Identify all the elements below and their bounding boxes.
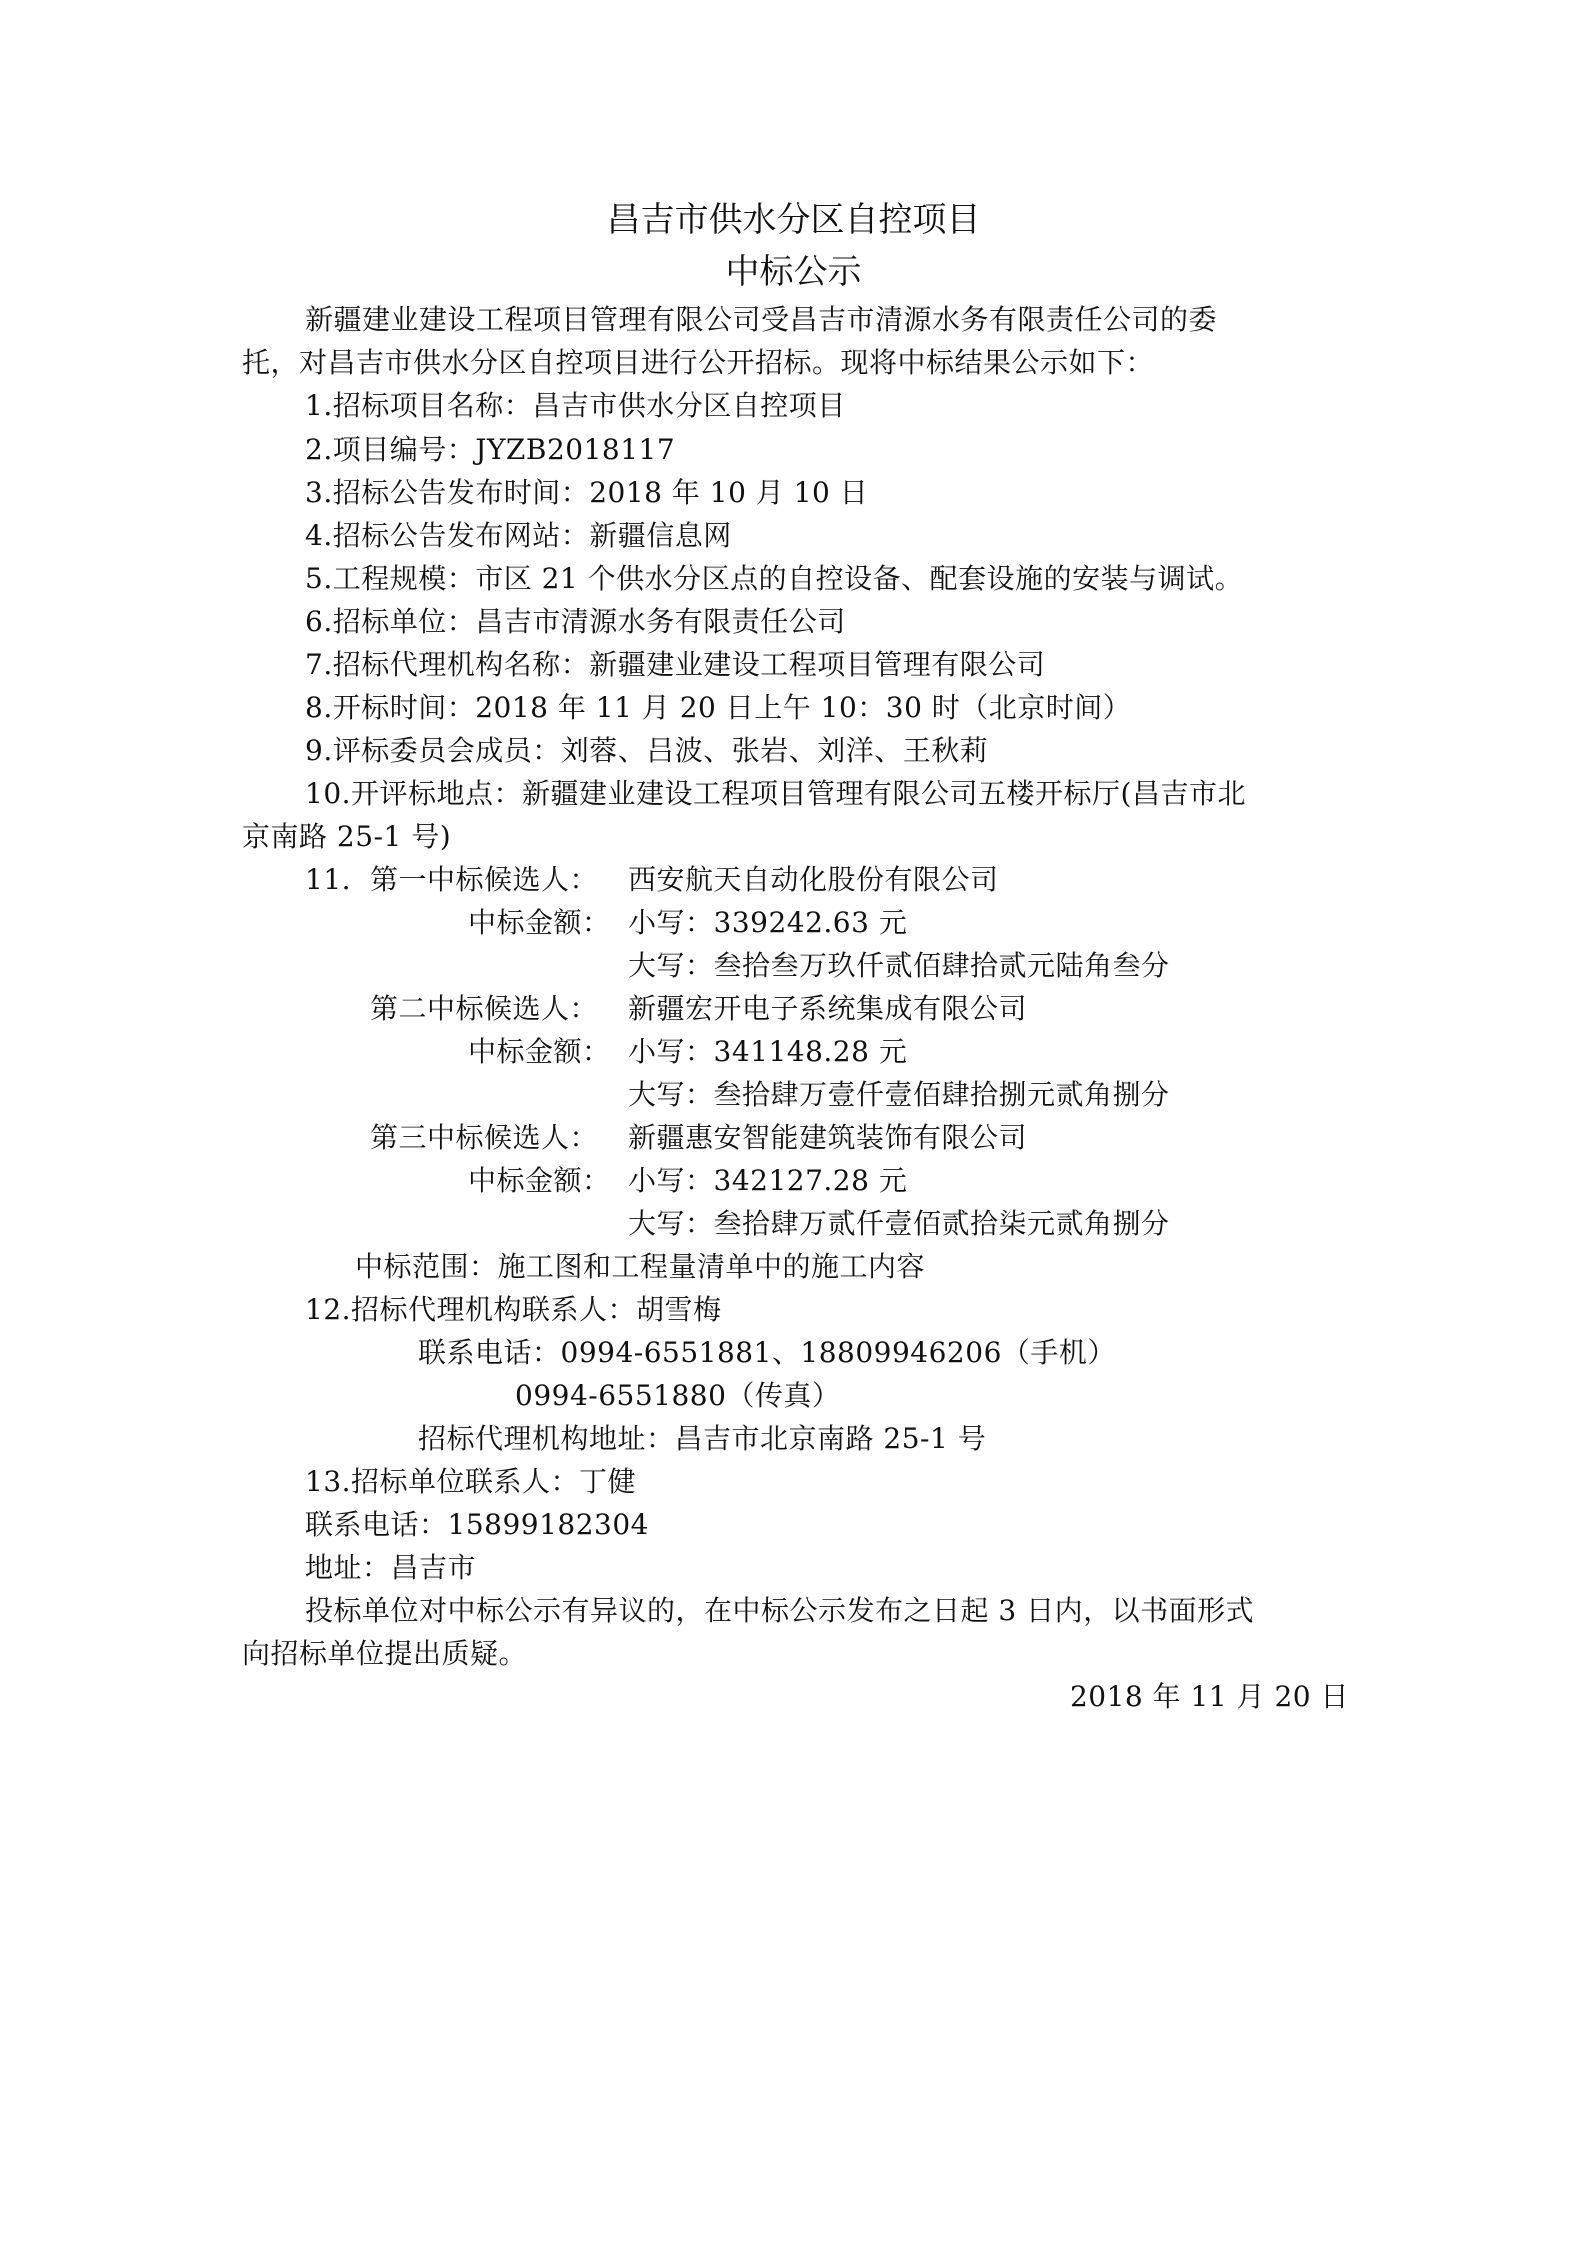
item-11-prefix: 11. (305, 863, 352, 896)
item-2: 2.项目编号：JYZB2018117 (305, 433, 676, 466)
second-amount-label: 中标金额： (468, 1035, 611, 1068)
document-subtitle: 中标公示 (725, 252, 862, 292)
intro-line-1: 新疆建业建设工程项目管理有限公司受昌吉市清源水务有限责任公司的委 (305, 303, 1218, 336)
agent-address: 招标代理机构地址：昌吉市北京南路 25-1 号 (418, 1422, 987, 1455)
item-5: 5.工程规模：市区 21 个供水分区点的自控设备、配套设施的安装与调试。 (305, 562, 1244, 595)
objection-line-1: 投标单位对中标公示有异议的，在中标公示发布之日起 3 日内，以书面形式 (305, 1594, 1255, 1627)
document-title: 昌吉市供水分区自控项目 (606, 200, 981, 240)
item-4: 4.招标公告发布网站：新疆信息网 (305, 519, 732, 552)
third-amount-label: 中标金额： (468, 1164, 611, 1197)
first-amount-upper: 大写：叁拾叁万玖仟贰佰肆拾贰元陆角叁分 (628, 949, 1170, 982)
award-scope: 中标范围：施工图和工程量清单中的施工内容 (355, 1250, 926, 1283)
third-candidate-name: 新疆惠安智能建筑装饰有限公司 (628, 1121, 1028, 1154)
item-9: 9.评标委员会成员：刘蓉、吕波、张岩、刘洋、王秋莉 (305, 734, 989, 767)
first-amount-lower: 小写：339242.63 元 (628, 906, 908, 939)
document-date: 2018 年 11 月 20 日 (1069, 1680, 1349, 1713)
item-6: 6.招标单位：昌吉市清源水务有限责任公司 (305, 605, 846, 638)
item-13: 13.招标单位联系人：丁健 (305, 1465, 637, 1498)
owner-address: 地址：昌吉市 (305, 1551, 477, 1584)
third-candidate-label: 第三中标候选人： (370, 1121, 599, 1154)
first-candidate-name: 西安航天自动化股份有限公司 (628, 863, 999, 896)
item-3: 3.招标公告发布时间：2018 年 10 月 10 日 (305, 476, 869, 509)
objection-line-2: 向招标单位提出质疑。 (242, 1637, 528, 1670)
item-12: 12.招标代理机构联系人：胡雪梅 (305, 1293, 722, 1326)
agent-fax: 0994-6551880（传真） (515, 1379, 841, 1412)
item-10-line-2: 京南路 25-1 号) (242, 820, 452, 853)
owner-phone: 联系电话：15899182304 (305, 1508, 649, 1541)
second-amount-upper: 大写：叁拾肆万壹仟壹佰肆拾捌元贰角捌分 (628, 1078, 1170, 1111)
second-candidate-name: 新疆宏开电子系统集成有限公司 (628, 992, 1028, 1025)
item-8: 8.开标时间：2018 年 11 月 20 日上午 10：30 时（北京时间） (305, 691, 1132, 724)
second-candidate-label: 第二中标候选人： (370, 992, 599, 1025)
first-amount-label: 中标金额： (468, 906, 611, 939)
agent-phone: 联系电话：0994-6551881、18809946206（手机） (418, 1336, 1116, 1369)
item-1: 1.招标项目名称：昌吉市供水分区自控项目 (305, 389, 846, 422)
item-10-line-1: 10.开评标地点：新疆建业建设工程项目管理有限公司五楼开标厅(昌吉市北 (305, 777, 1246, 810)
intro-line-2: 托，对昌吉市供水分区自控项目进行公开招标。现将中标结果公示如下： (242, 346, 1155, 379)
first-candidate-label: 第一中标候选人： (370, 863, 599, 896)
second-amount-lower: 小写：341148.28 元 (628, 1035, 908, 1068)
third-amount-upper: 大写：叁拾肆万贰仟壹佰贰拾柒元贰角捌分 (628, 1207, 1170, 1240)
third-amount-lower: 小写：342127.28 元 (628, 1164, 908, 1197)
item-7: 7.招标代理机构名称：新疆建业建设工程项目管理有限公司 (305, 648, 1046, 681)
